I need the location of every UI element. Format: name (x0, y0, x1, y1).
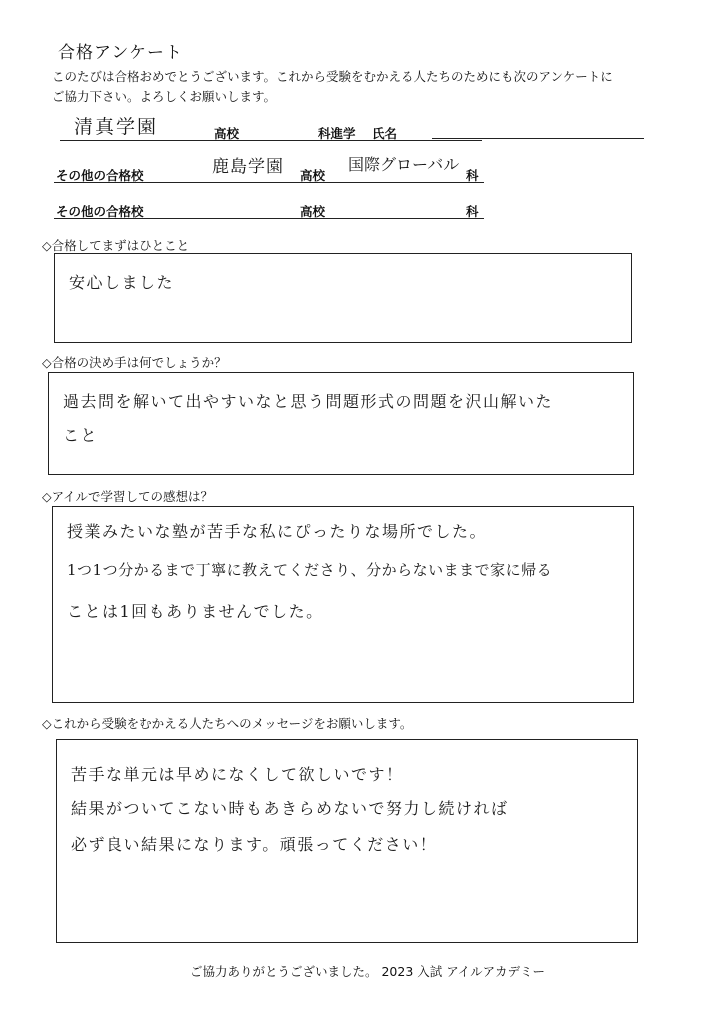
name-label: 氏名 (372, 126, 398, 141)
footer-thanks: ご協力ありがとうございました。 2023 入試 アイルアカデミー (190, 964, 545, 979)
answer-line: 必ず良い結果になります。頑張ってください！ (71, 835, 438, 854)
answer-box-message (56, 739, 638, 943)
row3-underline (54, 218, 484, 219)
passed-school-value: 清真学園 (74, 116, 159, 138)
answer-line: こと (63, 426, 99, 445)
dept-suffix-label-3: 科 (466, 204, 479, 219)
dept-suffix-label-2: 科 (466, 168, 479, 183)
answer-box-impressions (52, 506, 634, 703)
school-suffix-label-3: 高校 (300, 204, 326, 219)
answer-line: 1つ1つ分かるまで丁寧に教えてくださり、分からないままで家に帰る (67, 561, 553, 579)
answer-line: ことは1回もありませんでした。 (67, 602, 324, 621)
other-dept-value-1: 国際グローバル (348, 155, 460, 174)
name-field-line (432, 138, 644, 139)
intro-text-line2: ご協力下さい。よろしくお願いします。 (52, 89, 277, 104)
other-school-label-1: その他の合格校 (56, 168, 144, 183)
answer-line: 安心しました (69, 273, 175, 292)
answer-line: 過去問を解いて出やすいなと思う問題形式の問題を沢山解いた (63, 392, 554, 411)
row1-underline (60, 140, 482, 141)
other-school-value-1: 鹿島学園 (212, 157, 284, 177)
question-first-words-label: ◇合格してまずはひとこと (42, 238, 190, 253)
answer-line: 苦手な単元は早めになくして欲しいです！ (71, 765, 404, 784)
intro-text-line1: このたびは合格おめでとうございます。これから受験をむかえる人たちのためにも次のアンケートに (52, 69, 613, 84)
survey-title: 合格アンケート (58, 43, 183, 63)
dept-suffix-label: 科進学 (318, 126, 356, 141)
question-message-label: ◇これから受験をむかえる人たちへのメッセージをお願いします。 (42, 716, 413, 731)
other-school-label-2: その他の合格校 (56, 204, 144, 219)
answer-line: 授業みたいな塾が苦手な私にぴったりな場所でした。 (67, 522, 488, 541)
school-suffix-label: 高校 (214, 126, 240, 141)
answer-box-deciding-factor (48, 372, 634, 475)
answer-line: 結果がついてこない時もあきらめないで努力し続ければ (71, 799, 509, 818)
question-impressions-label: ◇アイルで学習しての感想は？ (42, 489, 213, 504)
question-deciding-factor-label: ◇合格の決め手は何でしょうか？ (42, 355, 227, 370)
answer-box-first-words (54, 253, 632, 343)
school-suffix-label-2: 高校 (300, 168, 326, 183)
row2-underline (54, 182, 484, 183)
